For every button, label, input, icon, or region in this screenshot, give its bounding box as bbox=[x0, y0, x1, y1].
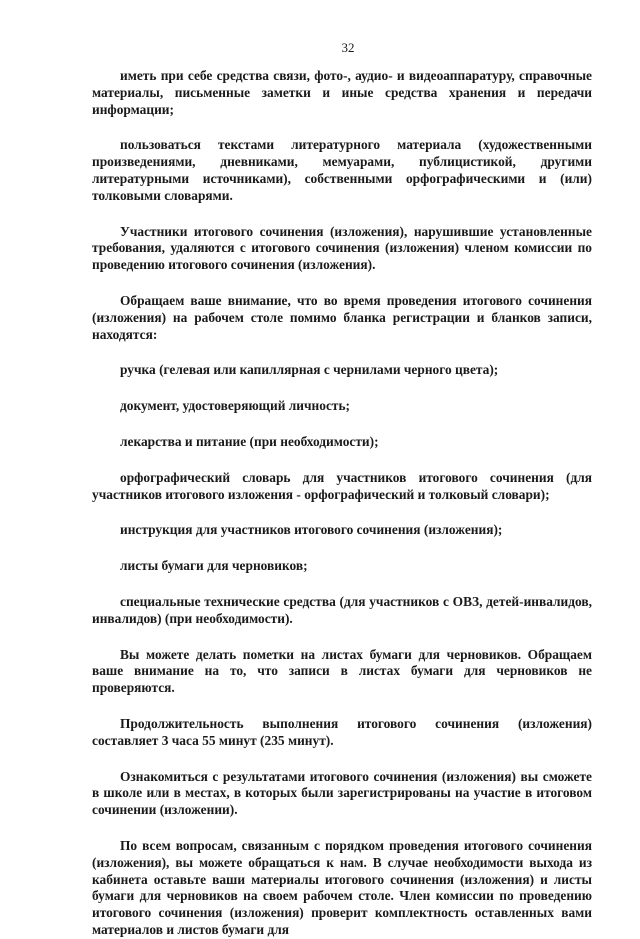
paragraph-desk-items-intro: Обращаем ваше внимание, что во время проведения итогового сочинения (изложения) на рабочем столе помимо бланка регистрации и бланков записи, находятся: bbox=[92, 292, 592, 342]
paragraph-gap bbox=[92, 503, 592, 522]
list-item-medicine-food: лекарства и питание (при необходимости); bbox=[120, 433, 379, 449]
paragraph-draft-notes: Вы можете делать пометки на листах бумаги для черновиков. Обращаем ваше внимание на то, что записи в листах бумаги для черновиков не проверяются. bbox=[92, 646, 592, 696]
paragraph-gap bbox=[92, 451, 592, 470]
list-item-dictionary: орфографический словарь для участников итогового сочинения (для участников итогового изложения - орфографический и толковый словари); bbox=[92, 469, 592, 502]
list-item-pen: ручка (гелевая или капиллярная с чернилами черного цвета); bbox=[120, 362, 499, 378]
list-item-draft-sheets: листы бумаги для черновиков; bbox=[120, 558, 308, 574]
list-item-instruction: инструкция для участников итогового сочинения (изложения); bbox=[120, 522, 503, 538]
list-item-special-equipment: специальные технические средства (для участников с ОВЗ, детей-инвалидов, инвалидов) (при необходимости). bbox=[92, 593, 592, 626]
page-number: 32 bbox=[341, 40, 355, 55]
paragraph-gap bbox=[92, 205, 592, 224]
paragraph-gap bbox=[92, 575, 592, 594]
paragraph-gap bbox=[92, 628, 592, 647]
paragraph-duration: Продолжительность выполнения итогового сочинения (изложения) составляет 3 часа 55 минут (235 минут). bbox=[92, 715, 592, 748]
paragraph-gap bbox=[92, 343, 592, 362]
paragraph-gap bbox=[92, 118, 592, 137]
paragraph-gap bbox=[92, 750, 592, 769]
paragraph-forbidden-texts: пользоваться текстами литературного материала (художественными произведениями, дневниками, мемуарами, публицистикой, другими литературными источниками), собственными орфографическими и (или) толковыми словарями. bbox=[92, 137, 592, 203]
paragraph-questions: По всем вопросам, связанным с порядком проведения итогового сочинения (изложения), вы можете обращаться к нам. В случае необходимости выхода из кабинета оставьте ваши материалы итогового сочинения (изложения) и листы бумаги для черновиков на своем рабочем столе. Член комиссии по проведению итогового сочинения (изложения) проверит комплектность оставленных вами материалов и листов бумаги для bbox=[92, 837, 592, 937]
paragraph-forbidden-devices: иметь при себе средства связи, фото-, аудио- и видеоаппаратуру, справочные материалы, письменные заметки и иные средства хранения и передачи информации; bbox=[92, 68, 592, 117]
paragraph-gap bbox=[92, 819, 592, 838]
paragraph-gap bbox=[92, 415, 592, 434]
paragraph-results: Ознакомиться с результатами итогового сочинения (изложения) вы сможете в школе или в местах, в которых были зарегистрированы на участие в итоговом сочинении (изложении). bbox=[92, 768, 592, 818]
paragraph-gap bbox=[92, 379, 592, 398]
paragraph-gap bbox=[92, 539, 592, 558]
paragraph-gap bbox=[92, 697, 592, 716]
paragraph-gap bbox=[92, 274, 592, 293]
list-item-id-document: документ, удостоверяющий личность; bbox=[120, 398, 351, 414]
paragraph-removal-rule: Участники итогового сочинения (изложения), нарушившие установленные требования, удаляются с итогового сочинения (изложения) членом комиссии по проведению итогового сочинения (изложения). bbox=[92, 223, 592, 273]
